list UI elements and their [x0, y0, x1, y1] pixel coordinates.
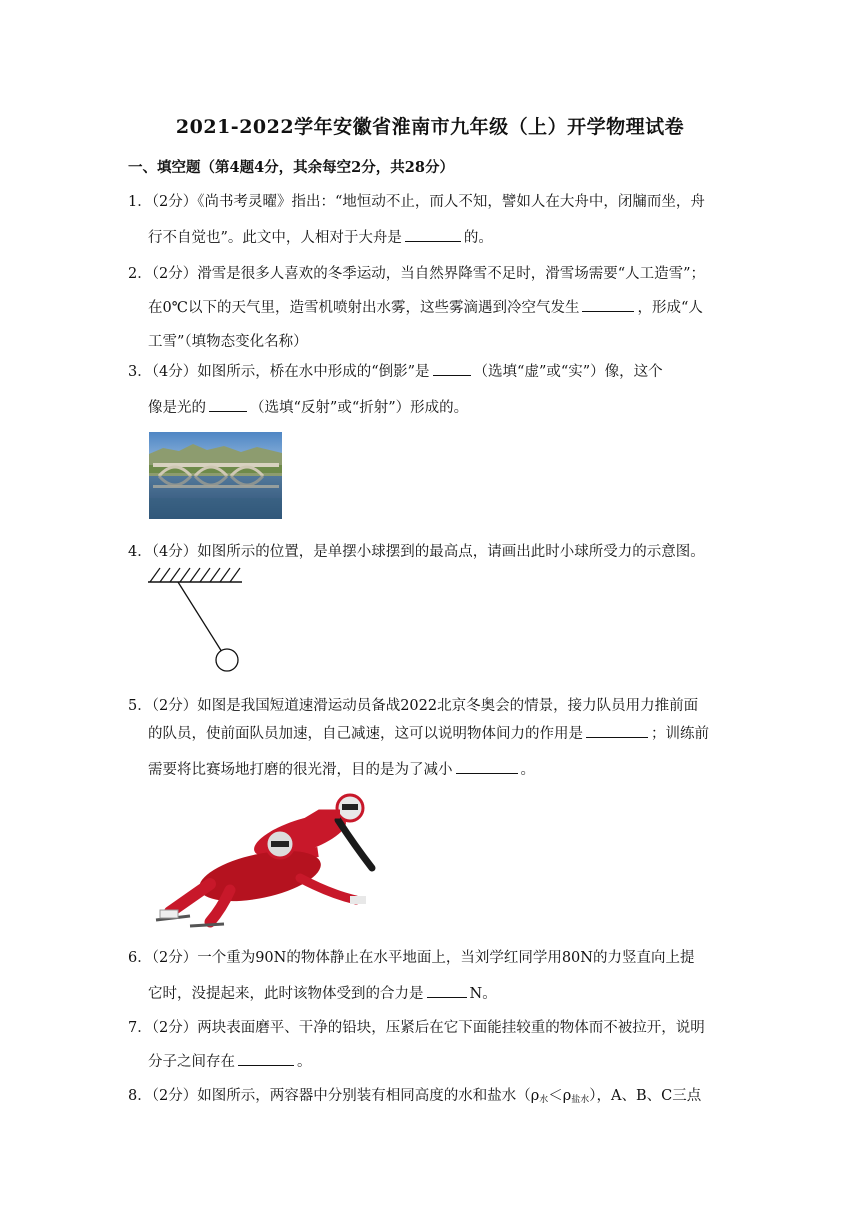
- q5-text-b: ；训练前: [651, 726, 709, 742]
- q6-answer-blank[interactable]: [427, 985, 467, 998]
- speed-skaters-photo: [150, 786, 394, 930]
- q5-text-c: 需要将比赛场地打磨的很光滑，目的是为了减小: [148, 762, 453, 778]
- q3-text-b: （选填“虚”或“实”）像，这个: [473, 364, 663, 380]
- q2-line1: 2．（2分）滑雪是很多人喜欢的冬季运动，当自然界降雪不足时，滑雪场需要“人工造雪”；: [128, 266, 706, 282]
- q7-line1: 7．（2分）两块表面磨平、干净的铅块，压紧后在它下面能挂较重的物体而不被拉开，说明: [128, 1020, 705, 1036]
- q5-answer-blank-2[interactable]: [456, 761, 518, 774]
- q3-text-c: 像是光的: [148, 400, 206, 416]
- q1-answer-blank[interactable]: [405, 229, 461, 242]
- q5-text-a: 的队员，使前面队员加速，自己减速，这可以说明物体间力的作用是: [148, 726, 583, 742]
- q3-line1: [128, 360, 663, 381]
- q6-line2: [148, 982, 497, 1003]
- q8-sub-water: 水: [539, 1095, 549, 1105]
- pendulum-diagram: [148, 566, 244, 676]
- q7-text-b: 。: [297, 1054, 312, 1070]
- q3-line2: [148, 396, 468, 417]
- q1-line1: 1．（2分）《尚书考灵曜》指出：“地恒动不止，而人不知，譬如人在大舟中，闭牖而坐，舟: [128, 194, 705, 210]
- q3-text-a: 3．（4分）如图所示，桥在水中形成的“倒影”是: [128, 364, 430, 380]
- q2-answer-blank[interactable]: [582, 299, 634, 312]
- q5-line2: [148, 722, 709, 743]
- q2-text-b: ，形成“人: [637, 300, 703, 316]
- q8-text-b: ＜ρ: [548, 1088, 572, 1104]
- page-title: 2021-2022学年安徽省淮南市九年级（上）开学物理试卷: [175, 116, 685, 138]
- q8-sub-saltwater: 盐水: [571, 1095, 590, 1105]
- q6-text-b: N。: [469, 986, 497, 1002]
- q5-line1: 5．（2分）如图是我国短道速滑运动员备战2022北京冬奥会的情景，接力队员用力推前面: [128, 698, 699, 714]
- q7-answer-blank[interactable]: [238, 1053, 294, 1066]
- q4-line1: 4．（4分）如图所示的位置，是单摆小球摆到的最高点，请画出此时小球所受力的示意图。: [128, 544, 705, 560]
- q5-line3: [148, 758, 535, 779]
- q5-text-d: 。: [520, 762, 535, 778]
- q3-text-d: （选填“反射”或“折射”）形成的。: [250, 400, 469, 416]
- q8-text-c: ），A、B、C三点: [589, 1088, 702, 1104]
- bridge-reflection-photo: [149, 432, 282, 519]
- q6-line1: 6．（2分）一个重为90N的物体静止在水平地面上，当刘学红同学用80N的力竖直向上提: [128, 950, 695, 966]
- q8-text-a: 8．（2分）如图所示，两容器中分别装有相同高度的水和盐水（ρ: [128, 1088, 540, 1104]
- q1-line2: [148, 226, 493, 247]
- q1-text-a: 行不自觉也”。此文中，人相对于大舟是: [148, 230, 402, 246]
- q7-text-a: 分子之间存在: [148, 1054, 235, 1070]
- section-heading: 一、填空题（第4题4分，其余每空2分，共28分）: [128, 159, 454, 176]
- q3-answer-blank-2[interactable]: [209, 399, 247, 412]
- q3-answer-blank-1[interactable]: [433, 363, 471, 376]
- q2-text-a: 在0℃以下的天气里，造雪机喷射出水雾，这些雾滴遇到冷空气发生: [148, 300, 580, 316]
- q2-line3: 工雪”（填物态变化名称）: [148, 334, 308, 350]
- q5-answer-blank-1[interactable]: [586, 725, 648, 738]
- q6-text-a: 它时，没提起来，此时该物体受到的合力是: [148, 986, 424, 1002]
- q2-line2: [148, 296, 703, 317]
- q1-text-b: 的。: [463, 230, 493, 246]
- q7-line2: [148, 1050, 312, 1071]
- q8-line1: [128, 1084, 701, 1105]
